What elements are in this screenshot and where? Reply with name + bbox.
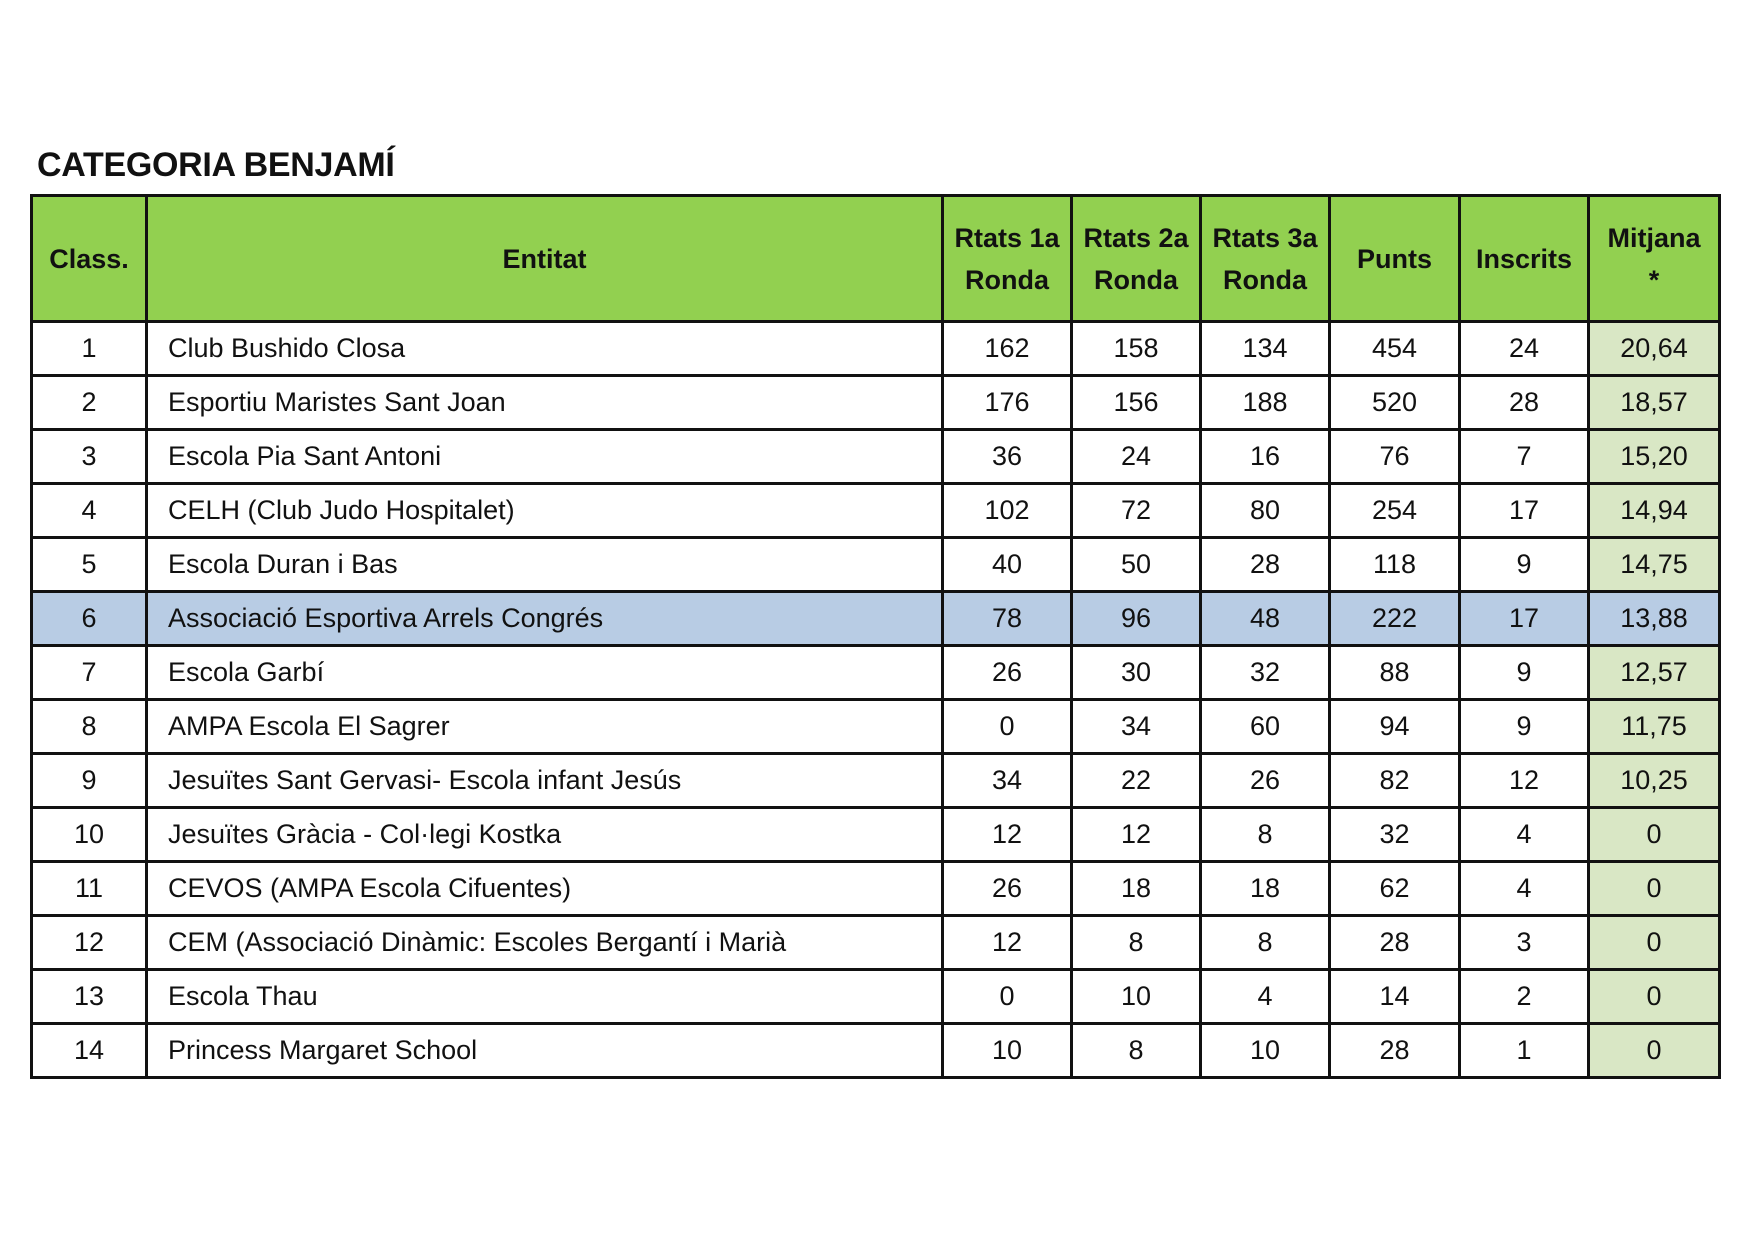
table-row [32,646,1720,700]
cell-round-2: 34 [1072,700,1201,754]
cell-mitjana: 0 [1589,970,1720,1024]
ranking-table [30,194,1721,1079]
cell-mitjana: 0 [1589,862,1720,916]
cell-class: 5 [32,538,147,592]
header-round-2: Rtats 2a Ronda [1072,196,1201,322]
cell-class: 9 [32,754,147,808]
table-row [32,538,1720,592]
cell-mitjana: 10,25 [1589,754,1720,808]
cell-round-1: 10 [943,1024,1072,1078]
cell-round-2: 30 [1072,646,1201,700]
cell-mitjana: 0 [1589,1024,1720,1078]
cell-mitjana: 14,94 [1589,484,1720,538]
cell-class: 2 [32,376,147,430]
cell-round-2: 156 [1072,376,1201,430]
cell-round-3: 10 [1201,1024,1330,1078]
cell-punts: 76 [1330,430,1460,484]
cell-punts: 454 [1330,322,1460,376]
cell-mitjana: 14,75 [1589,538,1720,592]
table-row [32,862,1720,916]
header-mitjana: Mitjana * [1589,196,1720,322]
cell-round-2: 18 [1072,862,1201,916]
table-row [32,376,1720,430]
cell-inscrits: 4 [1460,808,1589,862]
table-row [32,970,1720,1024]
cell-entitat: Escola Garbí [147,646,943,700]
table-row [32,754,1720,808]
cell-entitat: Associació Esportiva Arrels Congrés [147,592,943,646]
cell-inscrits: 9 [1460,646,1589,700]
cell-round-1: 0 [943,970,1072,1024]
cell-punts: 32 [1330,808,1460,862]
table-row [32,916,1720,970]
cell-round-1: 36 [943,430,1072,484]
cell-round-1: 78 [943,592,1072,646]
header-round-3: Rtats 3a Ronda [1201,196,1330,322]
cell-class: 3 [32,430,147,484]
cell-mitjana: 20,64 [1589,322,1720,376]
table-row [32,430,1720,484]
cell-inscrits: 24 [1460,322,1589,376]
cell-inscrits: 9 [1460,538,1589,592]
cell-punts: 254 [1330,484,1460,538]
cell-inscrits: 28 [1460,376,1589,430]
cell-mitjana: 12,57 [1589,646,1720,700]
cell-punts: 222 [1330,592,1460,646]
cell-round-1: 34 [943,754,1072,808]
header-class: Class. [32,196,147,322]
cell-inscrits: 3 [1460,916,1589,970]
cell-round-3: 8 [1201,916,1330,970]
cell-class: 8 [32,700,147,754]
cell-mitjana: 11,75 [1589,700,1720,754]
cell-round-1: 12 [943,916,1072,970]
cell-round-1: 26 [943,646,1072,700]
table-row [32,700,1720,754]
cell-entitat: Esportiu Maristes Sant Joan [147,376,943,430]
cell-round-3: 4 [1201,970,1330,1024]
cell-round-3: 48 [1201,592,1330,646]
cell-entitat: Jesuïtes Gràcia - Col·legi Kostka [147,808,943,862]
cell-inscrits: 9 [1460,700,1589,754]
cell-class: 14 [32,1024,147,1078]
cell-round-1: 102 [943,484,1072,538]
cell-mitjana: 15,20 [1589,430,1720,484]
cell-class: 11 [32,862,147,916]
cell-round-1: 26 [943,862,1072,916]
cell-round-3: 32 [1201,646,1330,700]
table-row [32,1024,1720,1078]
cell-punts: 28 [1330,916,1460,970]
cell-entitat: AMPA Escola El Sagrer [147,700,943,754]
cell-round-3: 16 [1201,430,1330,484]
cell-inscrits: 1 [1460,1024,1589,1078]
cell-round-2: 158 [1072,322,1201,376]
cell-inscrits: 17 [1460,592,1589,646]
header-entitat: Entitat [147,196,943,322]
cell-round-2: 50 [1072,538,1201,592]
table-row [32,808,1720,862]
cell-round-2: 8 [1072,1024,1201,1078]
cell-class: 10 [32,808,147,862]
cell-class: 1 [32,322,147,376]
cell-entitat: CELH (Club Judo Hospitalet) [147,484,943,538]
cell-punts: 62 [1330,862,1460,916]
table-header-row [32,196,1720,322]
cell-punts: 28 [1330,1024,1460,1078]
cell-round-1: 176 [943,376,1072,430]
cell-punts: 82 [1330,754,1460,808]
cell-mitjana: 0 [1589,808,1720,862]
cell-entitat: CEVOS (AMPA Escola Cifuentes) [147,862,943,916]
cell-mitjana: 13,88 [1589,592,1720,646]
cell-entitat: Jesuïtes Sant Gervasi- Escola infant Jesús [147,754,943,808]
cell-round-2: 24 [1072,430,1201,484]
cell-round-1: 40 [943,538,1072,592]
page-title: CATEGORIA BENJAMÍ [37,146,395,184]
cell-class: 7 [32,646,147,700]
cell-punts: 88 [1330,646,1460,700]
cell-inscrits: 12 [1460,754,1589,808]
header-round-1: Rtats 1a Ronda [943,196,1072,322]
cell-entitat: Escola Duran i Bas [147,538,943,592]
header-inscrits: Inscrits [1460,196,1589,322]
cell-punts: 14 [1330,970,1460,1024]
cell-class: 12 [32,916,147,970]
cell-round-3: 188 [1201,376,1330,430]
cell-entitat: Escola Pia Sant Antoni [147,430,943,484]
table-row [32,322,1720,376]
cell-round-1: 12 [943,808,1072,862]
cell-inscrits: 17 [1460,484,1589,538]
table-body [32,322,1720,1078]
cell-round-1: 0 [943,700,1072,754]
cell-round-1: 162 [943,322,1072,376]
cell-punts: 94 [1330,700,1460,754]
cell-round-3: 18 [1201,862,1330,916]
cell-round-3: 26 [1201,754,1330,808]
cell-round-3: 28 [1201,538,1330,592]
cell-class: 6 [32,592,147,646]
header-punts: Punts [1330,196,1460,322]
table-row [32,592,1720,646]
cell-mitjana: 18,57 [1589,376,1720,430]
cell-round-2: 22 [1072,754,1201,808]
cell-inscrits: 4 [1460,862,1589,916]
cell-round-2: 12 [1072,808,1201,862]
cell-entitat: Escola Thau [147,970,943,1024]
cell-round-2: 10 [1072,970,1201,1024]
cell-punts: 520 [1330,376,1460,430]
cell-round-2: 8 [1072,916,1201,970]
cell-class: 4 [32,484,147,538]
cell-mitjana: 0 [1589,916,1720,970]
cell-round-3: 134 [1201,322,1330,376]
cell-punts: 118 [1330,538,1460,592]
cell-inscrits: 7 [1460,430,1589,484]
table-row [32,484,1720,538]
cell-round-2: 72 [1072,484,1201,538]
cell-round-2: 96 [1072,592,1201,646]
cell-round-3: 8 [1201,808,1330,862]
cell-round-3: 60 [1201,700,1330,754]
cell-entitat: Club Bushido Closa [147,322,943,376]
cell-round-3: 80 [1201,484,1330,538]
cell-inscrits: 2 [1460,970,1589,1024]
cell-entitat: Princess Margaret School [147,1024,943,1078]
cell-entitat: CEM (Associació Dinàmic: Escoles Bergantí i Marià [147,916,943,970]
cell-class: 13 [32,970,147,1024]
